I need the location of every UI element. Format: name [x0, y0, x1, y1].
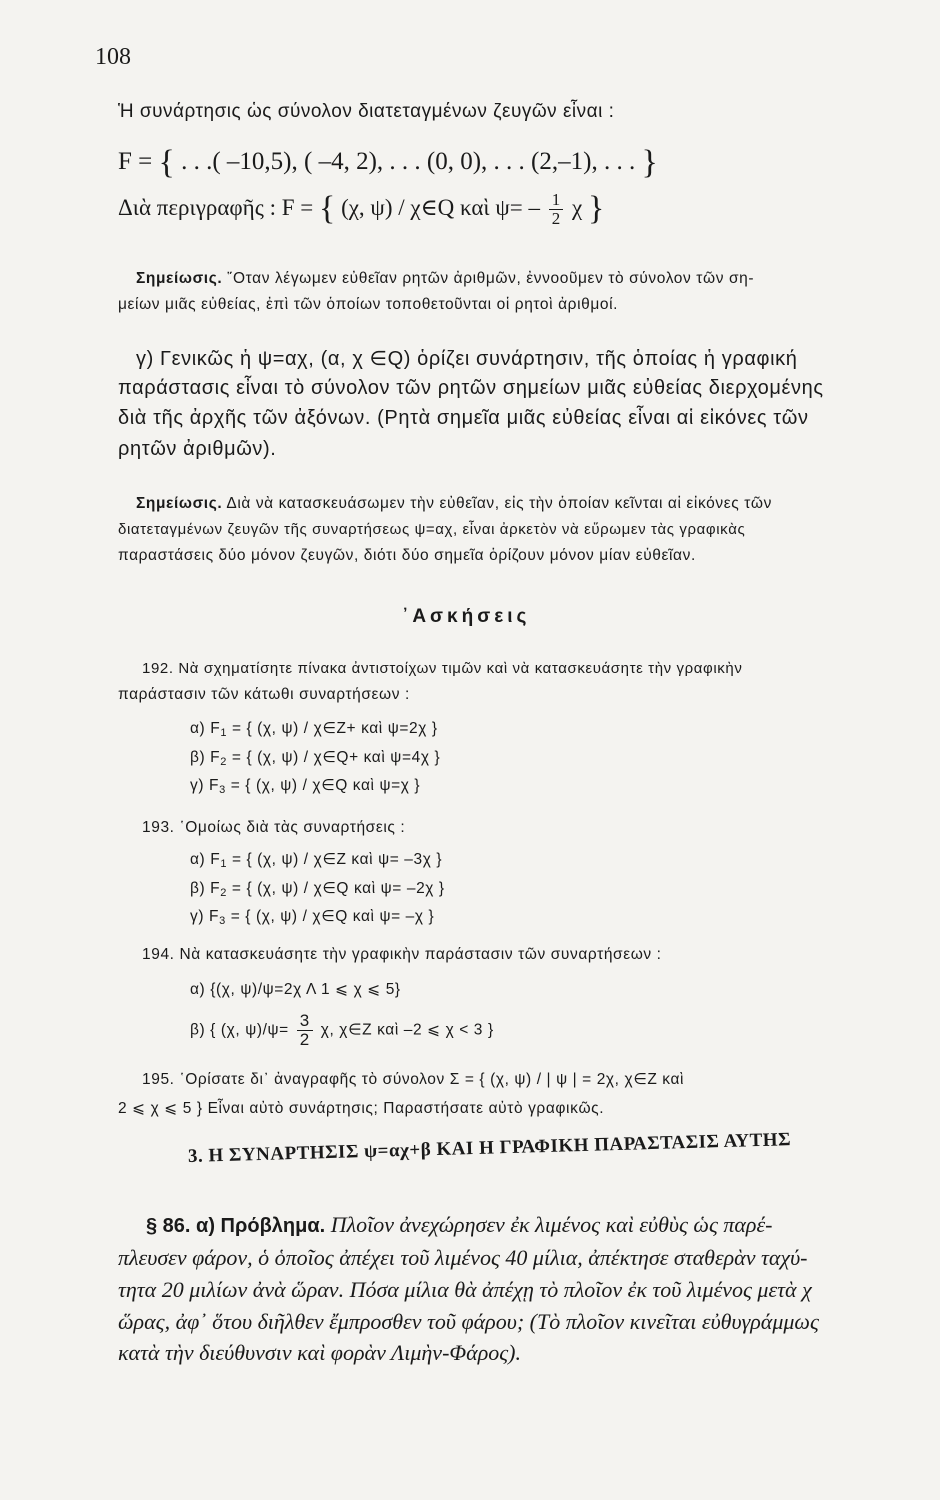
ex192-intro1: 192. Νὰ σχηματίσητε πίνακα ἀντιστοίχων τιμῶν καὶ νὰ κατασκευάσητε τὴν γραφικὴν	[142, 660, 743, 677]
item-rest: = { (χ, ψ) / χ∈Z καὶ ψ= –3χ }	[227, 851, 443, 868]
brace-close: }	[641, 144, 658, 181]
formula-description	[118, 190, 604, 228]
formula-enumeration	[118, 144, 658, 182]
problem-line1	[146, 1212, 773, 1238]
item-sub: 2	[220, 756, 227, 768]
problem-line2: πλευσεν φάρον, ὁ ὁποῖος ἀπέχει τοῦ λιμένος 40 μίλια, ἀπέκτησε σταθερὰν ταχύ-	[118, 1245, 808, 1270]
item-sub: 3	[219, 784, 226, 796]
ex195-line1: 195. ῾Ορίσατε δι᾿ ἀναγραφῆς τὸ σύνολον Σ = { (χ, ψ) / | ψ | = 2χ, χ∈Z καὶ	[142, 1071, 685, 1088]
paragraph-gamma-line3: διὰ τῆς ἀρχῆς τῶν ἀξόνων. (Ρητὰ σημεῖα μιᾶς εὐθείας εἶναι αἱ εἰκόνες τῶν	[118, 407, 809, 429]
item-b-close: }	[487, 1021, 494, 1039]
intro-line: Ἡ συνάρτησις ὡς σύνολον διατεταγμένων ζευγῶν εἶναι :	[118, 101, 615, 122]
note2-label: Σημείωσις.	[136, 495, 223, 512]
section-title: 3. Η ΣΥΝΑΡΤΗΣΙΣ ψ=αχ+β ΚΑΙ Η ΓΡΑΦΙΚΗ ΠΑΡΑΣΤΑΣΙΣ ΑΥΤΗΣ	[187, 1129, 792, 1167]
fraction	[549, 191, 564, 228]
ex193-item-c	[190, 907, 434, 927]
item-rest: = { (χ, ψ) / χ∈Q καὶ ψ= –χ }	[225, 908, 435, 925]
problem-text1: Πλοῖον ἀνεχώρησεν ἐκ λιμένος καὶ εὐθὺς ὡς παρέ-	[330, 1212, 773, 1237]
note1-line1	[136, 270, 754, 288]
page-number: 108	[95, 44, 131, 70]
note1-text1: ῞Οταν λέγωμεν εὐθεῖαν ρητῶν ἀριθμῶν, ἐννοοῦμεν τὸ σύνολον τῶν ση-	[227, 270, 755, 287]
ex193-intro: 193. ῾Ομοίως διὰ τὰς συναρτήσεις :	[142, 819, 406, 836]
item-b-open: β) {	[190, 1021, 216, 1039]
note1-line2: μείων μιᾶς εὐθείας, ἐπὶ τῶν ὁποίων τοποθετοῦνται οἱ ρητοὶ ἀριθμοί.	[118, 296, 619, 313]
item-rest: = { (χ, ψ) / χ∈Q+ καὶ ψ=4χ }	[226, 749, 441, 766]
paragraph-gamma-line2: παράστασις εἶναι τὸ σύνολον τῶν ρητῶν σημείων μιᾶς εὐθείας διερχομένης	[118, 377, 824, 399]
brace-open: {	[158, 144, 175, 181]
note1-label: Σημείωσις.	[136, 270, 223, 287]
ex195-line2: 2 ⩽ χ ⩽ 5 } Εἶναι αὐτὸ συνάρτησις; Παραστήσατε αὐτὸ γραφικῶς.	[118, 1100, 605, 1117]
item-rest: = { (χ, ψ) / χ∈Z+ καὶ ψ=2χ }	[227, 720, 438, 737]
item-label: β) F	[190, 880, 221, 897]
item-label: γ) F	[190, 777, 220, 794]
note2-line3: παραστάσεις δύο μόνον ζευγῶν, διότι δύο σημεῖα ὁρίζουν μόνον μίαν εὐθεῖαν.	[118, 547, 696, 564]
note2-text1: Διὰ νὰ κατασκευάσωμεν τὴν εὐθεῖαν, εἰς τὴν ὁποίαν κεῖνται αἱ εἰκόνες τῶν	[226, 495, 772, 512]
ex192-item-b	[190, 748, 440, 768]
problem-line3: τητα 20 μιλίων ἀνὰ ὥραν. Πόσα μίλια θὰ ἀπέχῃ τὸ πλοῖον ἐκ τοῦ λιμένος μετὰ χ	[118, 1277, 812, 1302]
ex194-item-b	[190, 1012, 494, 1049]
note2-line1	[136, 495, 772, 513]
ex192-item-c	[190, 776, 420, 796]
item-b-post: χ, χ∈Z καὶ –2 ⩽ χ < 3	[320, 1021, 484, 1039]
formula-lhs: F =	[118, 148, 153, 175]
paragraph-gamma-line1: γ) Γενικῶς ἡ ψ=αχ, (α, χ ∈Q) ὁρίζει συνάρτησιν, τῆς ὁποίας ἡ γραφική	[136, 348, 798, 370]
item-label: α) F	[190, 720, 221, 737]
ex193-item-a	[190, 850, 442, 870]
item-rest: = { (χ, ψ) / χ∈Q καὶ ψ= –2χ }	[226, 880, 445, 897]
brace-open: {	[318, 190, 336, 227]
item-b-pre: (χ, ψ)/ψ=	[220, 1021, 289, 1039]
item-label: γ) F	[190, 908, 220, 925]
fraction-denominator: 2	[551, 209, 561, 229]
ex194-item-a: α) {(χ, ψ)/ψ=2χ Λ 1 ⩽ χ ⩽ 5}	[190, 981, 401, 998]
paragraph-gamma-line4: ρητῶν ἀριθμῶν).	[118, 438, 277, 460]
formula2-var: χ	[571, 195, 583, 220]
item-sub: 3	[219, 915, 226, 927]
problem-line5: κατὰ τὴν διεύθυνσιν καὶ φορὰν Λιμὴν-Φάρος).	[118, 1340, 522, 1365]
fraction	[297, 1012, 313, 1049]
item-sub: 1	[220, 858, 228, 870]
ex193-item-b	[190, 879, 445, 899]
ex192-intro2: παράστασιν τῶν κάτωθι συναρτήσεων :	[118, 686, 410, 703]
formula-pairs: . . .( –10,5), ( –4, 2), . . . (0, 0), . . . (2,–1), . . .	[181, 148, 636, 175]
formula2-body: (χ, ψ) / χ∈Q καὶ ψ= –	[341, 195, 540, 220]
item-rest: = { (χ, ψ) / χ∈Q καὶ ψ=χ }	[225, 777, 421, 794]
exercises-heading: ᾿Ασκήσεις	[402, 606, 531, 627]
formula2-prefix: Διὰ περιγραφῆς : F =	[118, 195, 314, 220]
ex194-intro: 194. Νὰ κατασκευάσητε τὴν γραφικὴν παράστασιν τῶν συναρτήσεων :	[142, 946, 662, 963]
note2-line2: διατεταγμένων ζευγῶν τῆς συναρτήσεως ψ=αχ, εἶναι ἀρκετὸν νὰ εὕρωμεν τὰς γραφικὰς	[118, 521, 746, 538]
brace-close: }	[587, 190, 605, 227]
fraction-denominator: 2	[299, 1029, 310, 1049]
fraction-numerator: 3	[297, 1012, 313, 1031]
item-label: α) F	[190, 851, 221, 868]
item-sub: 2	[220, 887, 227, 899]
problem-lead: § 86. α) Πρόβλημα.	[146, 1215, 326, 1237]
item-sub: 1	[220, 727, 228, 739]
problem-line4: ὥρας, ἀφ᾿ ὅτου διῆλθεν ἔμπροσθεν τοῦ φάρου; (Τὸ πλοῖον κινεῖται εὐθυγράμμως	[118, 1309, 819, 1334]
fraction-numerator: 1	[549, 191, 564, 210]
ex192-item-a	[190, 719, 438, 739]
item-label: β) F	[190, 749, 221, 766]
